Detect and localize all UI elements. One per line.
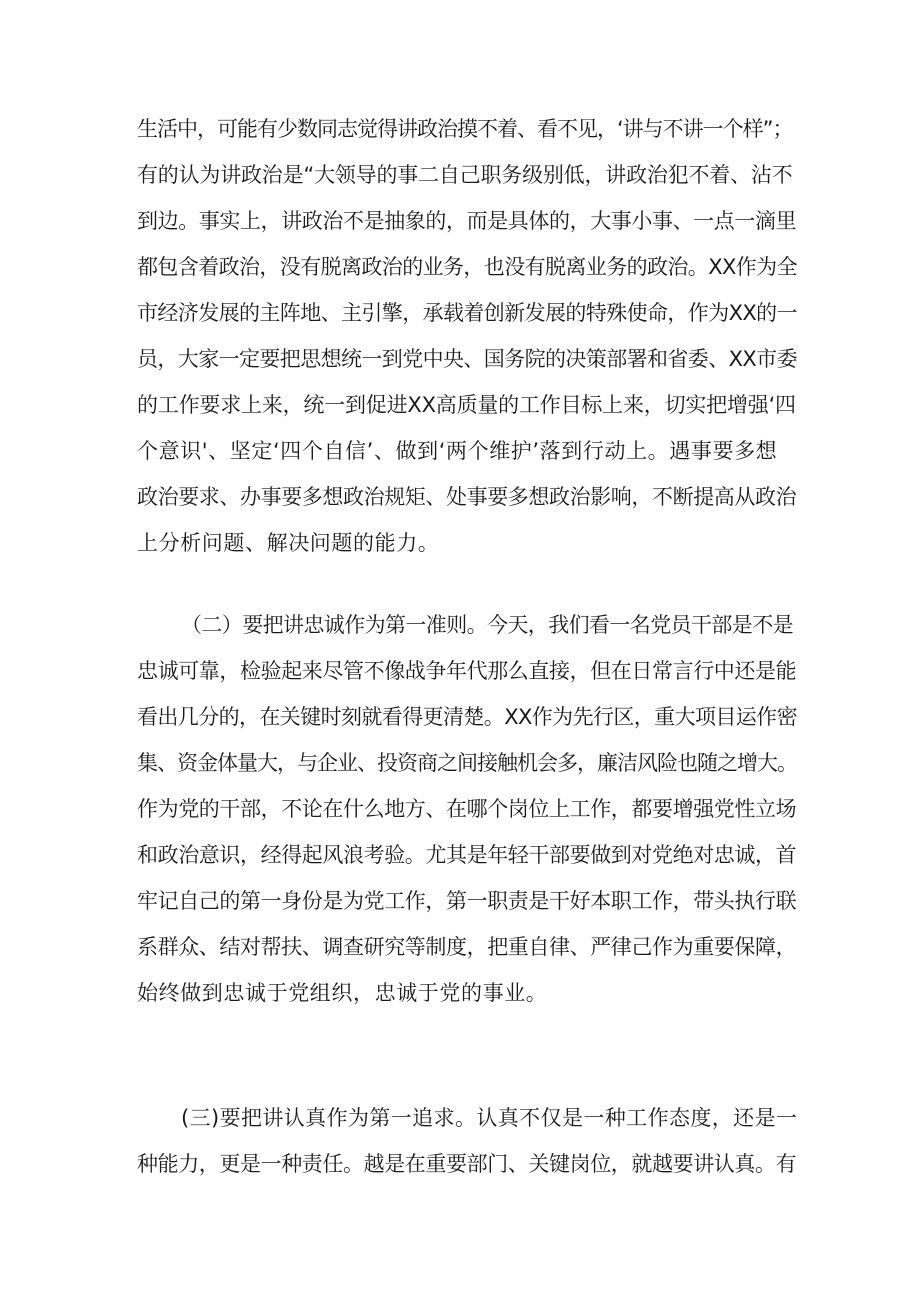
text-line: 员，大家一定要把思想统一到党中央、国务院的决策部署和省委、XX市委: [137, 347, 797, 371]
text-line: 到边。事实上，讲政治不是抽象的，而是具体的，大事小事、一点一滴里: [137, 209, 797, 233]
text-line: 上分析问题、解决问题的能力。: [137, 531, 440, 555]
text-line: 市经济发展的主阵地、主引擎，承载着创新发展的特殊使命，作为XX的一: [137, 301, 797, 325]
text-line: 的工作要求上来，统一到促进XX高质量的工作目标上来，切实把增强‘四: [137, 393, 796, 417]
text-line: 种能力，更是一种责任。越是在重要部门、关键岗位，就越要讲认真。有: [137, 1152, 797, 1176]
text-line: 生活中，可能有少数同志觉得讲政治摸不着、看不见，‘讲与不讲一个样”；: [137, 117, 793, 141]
text-line: 牢记自己的第一身份是为党工作，第一职责是干好本职工作，带头执行联: [137, 889, 797, 913]
text-line: 看出几分的，在关键时刻就看得更清楚。XX作为先行区，重大项目运作密: [137, 705, 797, 729]
text-line: 有的认为讲政治是“大领导的事二自己职务级别低，讲政治犯不着、沾不: [137, 163, 793, 187]
text-line: （二）要把讲忠诚作为第一准则。今天，我们看一名党员干部是不是: [181, 613, 793, 637]
text-line: 个意识'、坚定‘四个自信’、做到‘两个维护’落到行动上。遇事要多想: [137, 439, 778, 463]
text-line: 政治要求、办事要多想政治规矩、处事要多想政治影响，不断提高从政治: [137, 485, 797, 509]
text-line: 作为党的干部，不论在什么地方、在哪个岗位上工作，都要增强党性立场: [137, 797, 797, 821]
text-line: 忠诚可靠，检验起来尽管不像战争年代那么直接，但在日常言行中还是能: [137, 659, 797, 683]
text-line: 和政治意识，经得起风浪考验。尤其是年轻干部要做到对党绝对忠诚，首: [137, 843, 797, 867]
text-line: 系群众、结对帮扶、调查研究等制度，把重自律、严律己作为重要保障，: [137, 935, 797, 959]
text-line: 都包含着政治，没有脱离政治的业务，也没有脱离业务的政治。XX作为全: [137, 255, 797, 279]
text-line: 始终做到忠诚于党组织，忠诚于党的事业。: [137, 981, 548, 1005]
text-line: 集、资金体量大，与企业、投资商之间接触机会多，廉洁风险也随之增大。: [137, 751, 797, 775]
text-line: (三)要把讲认真作为第一追求。认真不仅是一种工作态度，还是一: [181, 1106, 798, 1130]
